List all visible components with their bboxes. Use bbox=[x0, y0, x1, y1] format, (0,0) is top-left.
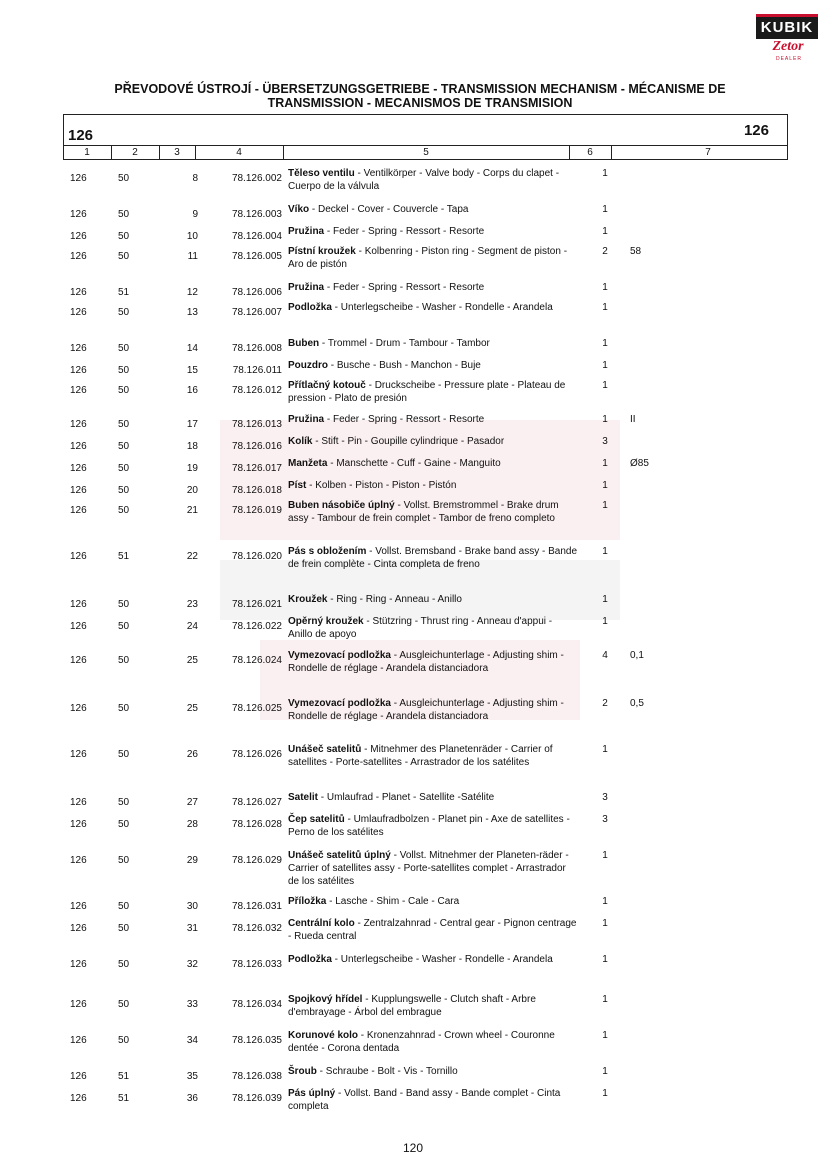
ref-group: 126 bbox=[70, 1093, 87, 1104]
quantity: 1 bbox=[602, 204, 608, 215]
position-number: 31 bbox=[186, 923, 198, 934]
part-number: 78.126.034 bbox=[231, 999, 282, 1010]
quantity: 1 bbox=[602, 414, 608, 425]
part-name-translations: - Vollst. Bremstrommel - Brake drum assy - Tambour de frein complet - Tambor de freno completo bbox=[288, 500, 559, 524]
ref-group: 126 bbox=[70, 655, 87, 666]
kubik-zetor-logo bbox=[756, 14, 818, 66]
part-name-translations: - Deckel - Cover - Couvercle - Tapa bbox=[309, 204, 469, 215]
quantity: 1 bbox=[602, 380, 608, 391]
part-description bbox=[288, 479, 578, 492]
note: II bbox=[630, 414, 636, 425]
ref-group: 126 bbox=[70, 441, 87, 452]
part-description bbox=[288, 615, 578, 641]
position-number: 22 bbox=[186, 551, 198, 562]
part-number: 78.126.025 bbox=[231, 703, 282, 714]
part-description bbox=[288, 953, 578, 966]
position-number: 11 bbox=[187, 251, 198, 262]
column-header-7: 7 bbox=[705, 147, 711, 158]
part-description bbox=[288, 245, 578, 271]
quantity: 1 bbox=[602, 480, 608, 491]
part-name-translations: - Stützring - Thrust ring - Anneau d'appui - Anillo de apoyo bbox=[288, 616, 553, 640]
ref-subgroup: 50 bbox=[118, 463, 130, 474]
part-description bbox=[288, 697, 578, 723]
part-name-translations: - Busche - Bush - Manchon - Buje bbox=[328, 360, 481, 371]
part-name-cz: Pás úplný bbox=[288, 1088, 336, 1099]
position-number: 32 bbox=[186, 959, 198, 970]
ref-group: 126 bbox=[70, 819, 87, 830]
position-number: 16 bbox=[186, 385, 198, 396]
part-description bbox=[288, 545, 578, 571]
part-number: 78.126.016 bbox=[231, 441, 282, 452]
part-number: 78.126.022 bbox=[231, 621, 282, 632]
part-number: 78.126.021 bbox=[231, 599, 282, 610]
ref-group: 126 bbox=[70, 551, 87, 562]
part-description bbox=[288, 281, 578, 294]
part-name-translations: - Kupplungswelle - Clutch shaft - Arbre d'embrayage - Árbol del embrague bbox=[288, 994, 536, 1018]
part-name-translations: - Ring - Ring - Anneau - Anillo bbox=[327, 594, 462, 605]
part-number: 78.126.002 bbox=[231, 173, 282, 184]
part-name-cz: Opěrný kroužek bbox=[288, 616, 364, 627]
quantity: 2 bbox=[602, 246, 608, 257]
part-number: 78.126.005 bbox=[231, 251, 282, 262]
ref-group: 126 bbox=[70, 307, 87, 318]
part-name-cz: Unášeč satelitů úplný bbox=[288, 850, 391, 861]
ref-group: 126 bbox=[70, 173, 87, 184]
ref-group: 126 bbox=[70, 463, 87, 474]
position-number: 17 bbox=[186, 419, 198, 430]
part-description bbox=[288, 379, 578, 405]
quantity: 2 bbox=[602, 698, 608, 709]
quantity: 1 bbox=[602, 896, 608, 907]
ref-group: 126 bbox=[70, 599, 87, 610]
ref-group: 126 bbox=[70, 385, 87, 396]
ref-subgroup: 50 bbox=[118, 901, 130, 912]
position-number: 34 bbox=[186, 1035, 198, 1046]
part-number: 78.126.035 bbox=[231, 1035, 282, 1046]
part-number: 78.126.020 bbox=[231, 551, 282, 562]
position-number: 25 bbox=[186, 655, 198, 666]
part-name-cz: Příložka bbox=[288, 896, 327, 907]
ref-subgroup: 51 bbox=[118, 551, 130, 562]
ref-group: 126 bbox=[70, 797, 87, 808]
part-number: 78.126.004 bbox=[231, 231, 282, 242]
part-description bbox=[288, 337, 578, 350]
position-number: 30 bbox=[186, 901, 198, 912]
part-name-translations: - Lasche - Shim - Cale - Cara bbox=[326, 896, 460, 907]
column-header-4: 4 bbox=[236, 147, 242, 158]
column-header-3: 3 bbox=[174, 147, 180, 158]
part-name-translations: - Kronenzahnrad - Crown wheel - Couronne dentée - Corona dentada bbox=[288, 1030, 555, 1054]
ref-subgroup: 50 bbox=[118, 959, 130, 970]
part-description bbox=[288, 1087, 578, 1113]
part-name-cz: Pás s obložením bbox=[288, 546, 367, 557]
part-name-translations: - Ausgleichunterlage - Adjusting shim - Rondelle de réglage - Arandela distanciadora bbox=[288, 650, 564, 674]
part-name-translations: - Feder - Spring - Ressort - Resorte bbox=[324, 414, 485, 425]
note: 0,5 bbox=[630, 698, 644, 709]
position-number: 23 bbox=[186, 599, 198, 610]
part-name-cz: Korunové kolo bbox=[288, 1030, 359, 1041]
quantity: 1 bbox=[602, 594, 608, 605]
position-number: 26 bbox=[186, 749, 198, 760]
part-name-translations: - Mitnehmer des Planetenräder - Carrier of satellites - Porte-satellites - Arrastrador de los satélites bbox=[288, 744, 553, 768]
part-number: 78.126.033 bbox=[231, 959, 282, 970]
quantity: 1 bbox=[602, 282, 608, 293]
column-header-1: 1 bbox=[84, 147, 90, 158]
part-description bbox=[288, 167, 578, 193]
part-name-translations: - Umlaufrad - Planet - Satellite -Satélite bbox=[318, 792, 495, 803]
group-number-right: 126 bbox=[743, 122, 769, 139]
part-number: 78.126.006 bbox=[231, 287, 282, 298]
quantity: 1 bbox=[602, 744, 608, 755]
ref-group: 126 bbox=[70, 343, 87, 354]
quantity: 1 bbox=[602, 500, 608, 511]
part-number: 78.126.012 bbox=[231, 385, 282, 396]
ref-subgroup: 50 bbox=[118, 251, 130, 262]
part-name-cz: Podložka bbox=[288, 954, 332, 965]
part-name-cz: Spojkový hřídel bbox=[288, 994, 363, 1005]
part-name-translations: - Manschette - Cuff - Gaine - Manguito bbox=[327, 458, 501, 469]
ref-subgroup: 50 bbox=[118, 1035, 130, 1046]
part-number: 78.126.018 bbox=[231, 485, 282, 496]
quantity: 4 bbox=[602, 650, 608, 661]
part-name-translations: - Druckscheibe - Pressure plate - Plateau de pression - Plato de presión bbox=[288, 380, 566, 404]
ref-subgroup: 50 bbox=[118, 505, 130, 516]
part-name-cz: Pružina bbox=[288, 414, 325, 425]
part-name-translations: - Ausgleichunterlage - Adjusting shim - Rondelle de réglage - Arandela distanciadora bbox=[288, 698, 564, 722]
part-description bbox=[288, 791, 578, 804]
position-number: 13 bbox=[186, 307, 198, 318]
part-name-cz: Pístní kroužek bbox=[288, 246, 356, 257]
ref-subgroup: 51 bbox=[118, 287, 130, 298]
ref-subgroup: 50 bbox=[118, 209, 130, 220]
part-description bbox=[288, 359, 578, 372]
ref-group: 126 bbox=[70, 923, 87, 934]
quantity: 1 bbox=[602, 360, 608, 371]
part-name-cz: Těleso ventilu bbox=[288, 168, 355, 179]
part-number: 78.126.019 bbox=[231, 505, 282, 516]
ref-subgroup: 50 bbox=[118, 385, 130, 396]
quantity: 1 bbox=[602, 616, 608, 627]
quantity: 1 bbox=[602, 954, 608, 965]
quantity: 1 bbox=[602, 458, 608, 469]
part-name-translations: - Zentralzahnrad - Central gear - Pignon centrage - Rueda central bbox=[288, 918, 577, 942]
logo-sub: Zetor bbox=[772, 39, 804, 54]
ref-subgroup: 50 bbox=[118, 307, 130, 318]
quantity: 1 bbox=[602, 302, 608, 313]
part-number: 78.126.008 bbox=[231, 343, 282, 354]
quantity: 3 bbox=[602, 792, 608, 803]
ref-subgroup: 50 bbox=[118, 749, 130, 760]
part-name-translations: - Kolben - Piston - Piston - Pistón bbox=[306, 480, 457, 491]
title-line-1: PŘEVODOVÉ ÚSTROJÍ - ÜBERSETZUNGSGETRIEBE - TRANSMISSION MECHANISM - MÉCANISME DE bbox=[114, 82, 726, 96]
part-name-cz: Buben násobiče úplný bbox=[288, 500, 395, 511]
ref-subgroup: 50 bbox=[118, 923, 130, 934]
part-name-cz: Kroužek bbox=[288, 594, 328, 605]
part-description bbox=[288, 225, 578, 238]
quantity: 1 bbox=[602, 338, 608, 349]
logo-tag: DEALER bbox=[775, 56, 802, 62]
ref-group: 126 bbox=[70, 901, 87, 912]
part-description bbox=[288, 499, 578, 525]
ref-subgroup: 50 bbox=[118, 655, 130, 666]
part-description bbox=[288, 1065, 578, 1078]
part-name-cz: Přítlačný kotouč bbox=[288, 380, 366, 391]
column-header-6: 6 bbox=[587, 147, 593, 158]
part-name-cz: Podložka bbox=[288, 302, 332, 313]
position-number: 15 bbox=[186, 365, 198, 376]
part-number: 78.126.032 bbox=[231, 923, 282, 934]
part-description bbox=[288, 1029, 578, 1055]
page-title bbox=[100, 82, 740, 110]
ref-group: 126 bbox=[70, 1071, 87, 1082]
part-name-translations: - Vollst. Band - Band assy - Bande complet - Cinta completa bbox=[288, 1088, 561, 1112]
part-name-translations: - Ventilkörper - Valve body - Corps du clapet - Cuerpo de la válvula bbox=[288, 168, 560, 192]
ref-group: 126 bbox=[70, 419, 87, 430]
part-description bbox=[288, 917, 578, 943]
ref-subgroup: 50 bbox=[118, 173, 130, 184]
position-number: 12 bbox=[186, 287, 198, 298]
quantity: 1 bbox=[602, 1030, 608, 1041]
part-name-cz: Vymezovací podložka bbox=[288, 698, 391, 709]
part-number: 78.126.013 bbox=[231, 419, 282, 430]
ref-group: 126 bbox=[70, 855, 87, 866]
part-name-cz: Pružina bbox=[288, 282, 325, 293]
ref-subgroup: 50 bbox=[118, 855, 130, 866]
part-number: 78.126.011 bbox=[232, 365, 282, 376]
part-name-cz: Satelit bbox=[288, 792, 319, 803]
column-header-2: 2 bbox=[132, 147, 138, 158]
part-description bbox=[288, 593, 578, 606]
ref-subgroup: 50 bbox=[118, 819, 130, 830]
ref-subgroup: 51 bbox=[118, 1093, 130, 1104]
part-name-cz: Pouzdro bbox=[288, 360, 328, 371]
part-number: 78.126.026 bbox=[231, 749, 282, 760]
part-name-cz: Buben bbox=[288, 338, 320, 349]
ref-group: 126 bbox=[70, 749, 87, 760]
position-number: 9 bbox=[192, 209, 198, 220]
part-name-cz: Šroub bbox=[288, 1066, 317, 1077]
ref-subgroup: 50 bbox=[118, 419, 130, 430]
part-name-cz: Vymezovací podložka bbox=[288, 650, 391, 661]
position-number: 29 bbox=[186, 855, 198, 866]
position-number: 14 bbox=[186, 343, 198, 354]
part-name-cz: Čep satelitů bbox=[288, 814, 345, 825]
part-name-cz: Kolík bbox=[288, 436, 313, 447]
title-line-2: TRANSMISSION - MECANISMOS DE TRANSMISION bbox=[267, 96, 573, 110]
position-number: 35 bbox=[186, 1071, 198, 1082]
part-number: 78.126.007 bbox=[231, 307, 282, 318]
part-name-translations: - Umlaufradbolzen - Planet pin - Axe de satellites - Perno de los satélites bbox=[288, 814, 570, 838]
position-number: 25 bbox=[186, 703, 198, 714]
part-name-translations: - Feder - Spring - Ressort - Resorte bbox=[324, 226, 485, 237]
part-description bbox=[288, 895, 578, 908]
part-description bbox=[288, 813, 578, 839]
ref-group: 126 bbox=[70, 999, 87, 1010]
part-name-translations: - Stift - Pin - Goupille cylindrique - Pasador bbox=[312, 436, 505, 447]
part-name-translations: - Feder - Spring - Ressort - Resorte bbox=[324, 282, 485, 293]
ref-group: 126 bbox=[70, 621, 87, 632]
part-name-translations: - Schraube - Bolt - Vis - Tornillo bbox=[316, 1066, 458, 1077]
part-description bbox=[288, 649, 578, 675]
part-number: 78.126.003 bbox=[231, 209, 282, 220]
ref-group: 126 bbox=[70, 1035, 87, 1046]
part-name-cz: Pružina bbox=[288, 226, 325, 237]
column-header-5: 5 bbox=[423, 147, 429, 158]
position-number: 21 bbox=[186, 505, 198, 516]
ref-subgroup: 50 bbox=[118, 599, 130, 610]
part-number: 78.126.039 bbox=[231, 1093, 282, 1104]
part-number: 78.126.017 bbox=[231, 463, 282, 474]
ref-subgroup: 50 bbox=[118, 231, 130, 242]
quantity: 3 bbox=[602, 814, 608, 825]
part-description bbox=[288, 849, 578, 888]
column-header-row bbox=[63, 145, 788, 160]
part-name-cz: Manžeta bbox=[288, 458, 328, 469]
group-number-left: 126 bbox=[68, 127, 94, 144]
position-number: 27 bbox=[186, 797, 198, 808]
part-name-translations: - Vollst. Bremsband - Brake band assy - Bande de frein complète - Cinta completa de freno bbox=[288, 546, 578, 570]
part-name-cz: Unášeč satelitů bbox=[288, 744, 362, 755]
part-name-translations: - Unterlegscheibe - Washer - Rondelle - Arandela bbox=[331, 954, 553, 965]
ref-group: 126 bbox=[70, 703, 87, 714]
part-name-cz: Centrální kolo bbox=[288, 918, 355, 929]
quantity: 1 bbox=[602, 226, 608, 237]
ref-group: 126 bbox=[70, 365, 87, 376]
ref-group: 126 bbox=[70, 505, 87, 516]
position-number: 24 bbox=[186, 621, 198, 632]
part-number: 78.126.038 bbox=[231, 1071, 282, 1082]
note: Ø85 bbox=[630, 458, 649, 469]
part-name-translations: - Trommel - Drum - Tambour - Tambor bbox=[319, 338, 490, 349]
quantity: 1 bbox=[602, 918, 608, 929]
part-number: 78.126.027 bbox=[231, 797, 282, 808]
position-number: 18 bbox=[186, 441, 198, 452]
position-number: 20 bbox=[186, 485, 198, 496]
ref-subgroup: 50 bbox=[118, 485, 130, 496]
position-number: 10 bbox=[186, 231, 198, 242]
part-name-cz: Víko bbox=[288, 204, 310, 215]
part-description bbox=[288, 457, 578, 470]
ref-subgroup: 50 bbox=[118, 343, 130, 354]
quantity: 1 bbox=[602, 1066, 608, 1077]
part-name-translations: - Vollst. Mitnehmer der Planeten-räder - Carrier of satellites assy - Porte-satellites complet - Arrastrador de los satélites bbox=[288, 850, 569, 887]
ref-group: 126 bbox=[70, 485, 87, 496]
ref-group: 126 bbox=[70, 959, 87, 970]
ref-group: 126 bbox=[70, 251, 87, 262]
quantity: 1 bbox=[602, 850, 608, 861]
position-number: 19 bbox=[186, 463, 198, 474]
quantity: 1 bbox=[602, 168, 608, 179]
part-description bbox=[288, 743, 578, 769]
part-number: 78.126.028 bbox=[231, 819, 282, 830]
ref-subgroup: 50 bbox=[118, 999, 130, 1010]
quantity: 3 bbox=[602, 436, 608, 447]
ref-group: 126 bbox=[70, 287, 87, 298]
ref-subgroup: 51 bbox=[118, 1071, 130, 1082]
ref-group: 126 bbox=[70, 209, 87, 220]
ref-subgroup: 50 bbox=[118, 703, 130, 714]
part-description bbox=[288, 435, 578, 448]
quantity: 1 bbox=[602, 1088, 608, 1099]
part-name-translations: - Kolbenring - Piston ring - Segment de piston - Aro de pistón bbox=[288, 246, 568, 270]
position-number: 8 bbox=[192, 173, 198, 184]
part-name-cz: Píst bbox=[288, 480, 307, 491]
ref-subgroup: 50 bbox=[118, 621, 130, 632]
note: 58 bbox=[630, 246, 642, 257]
ref-subgroup: 50 bbox=[118, 797, 130, 808]
ref-subgroup: 50 bbox=[118, 365, 130, 376]
position-number: 36 bbox=[186, 1093, 198, 1104]
part-description bbox=[288, 301, 578, 314]
note: 0,1 bbox=[630, 650, 644, 661]
part-description bbox=[288, 203, 578, 216]
ref-subgroup: 50 bbox=[118, 441, 130, 452]
logo-brand: KUBIK bbox=[756, 14, 818, 39]
quantity: 1 bbox=[602, 994, 608, 1005]
ref-group: 126 bbox=[70, 231, 87, 242]
position-number: 33 bbox=[186, 999, 198, 1010]
part-number: 78.126.031 bbox=[231, 901, 282, 912]
part-description bbox=[288, 413, 578, 426]
part-name-translations: - Unterlegscheibe - Washer - Rondelle - Arandela bbox=[331, 302, 553, 313]
part-number: 78.126.029 bbox=[231, 855, 282, 866]
part-description bbox=[288, 993, 578, 1019]
page-number: 120 bbox=[402, 1141, 424, 1155]
position-number: 28 bbox=[186, 819, 198, 830]
quantity: 1 bbox=[602, 546, 608, 557]
part-number: 78.126.024 bbox=[231, 655, 282, 666]
